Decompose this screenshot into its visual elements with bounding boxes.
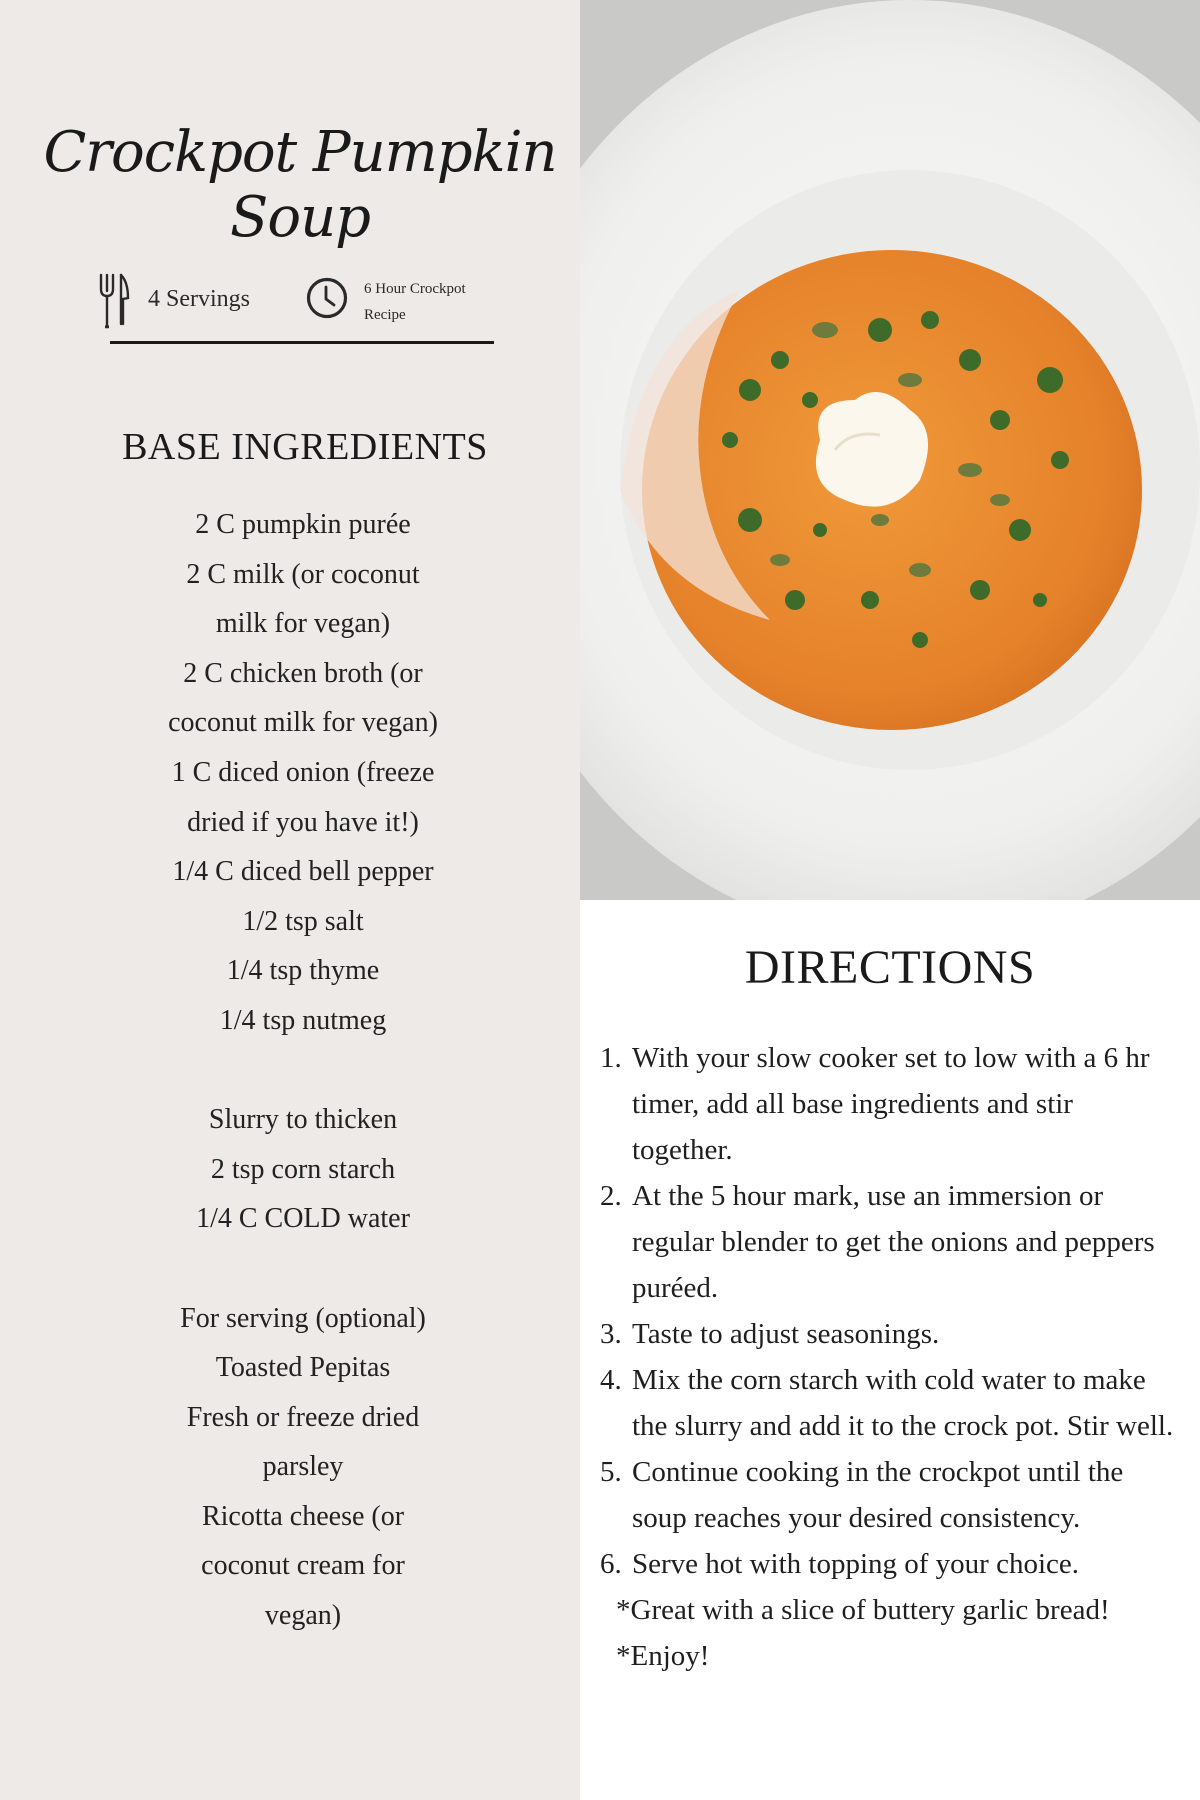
recipe-title: Crockpot Pumpkin Soup	[43, 120, 557, 250]
ingredient-line: For serving (optional)	[180, 1302, 426, 1334]
step-text: Taste to adjust seasonings.	[632, 1318, 940, 1350]
ingredient-line: 1/2 tsp salt	[242, 905, 364, 937]
step-text: Serve hot with topping of your choice.	[632, 1548, 1079, 1580]
directions-list	[600, 1035, 1180, 1679]
step-number: 3.	[600, 1318, 622, 1350]
direction-step	[600, 1035, 1180, 1173]
ingredient-spacer	[120, 1244, 486, 1294]
step-number: 1.	[600, 1042, 622, 1074]
soup-bowl-image	[580, 0, 1200, 900]
ingredient-line: Slurry to thicken	[208, 1104, 398, 1136]
ingredient-line: 2 C chicken broth (or	[183, 657, 423, 689]
ingredient-line: 1 C diced onion (freeze	[171, 756, 435, 788]
ingredient-line: vegan)	[264, 1600, 342, 1632]
ingredient-line: 2 C pumpkin purée	[195, 509, 411, 540]
fork-knife-icon	[98, 272, 130, 330]
recipe-meta	[0, 268, 580, 338]
direction-note: *Great with a slice of buttery garlic bread!	[616, 1594, 1110, 1626]
step-number: 6.	[600, 1548, 622, 1580]
ingredient-line: 2 tsp corn starch	[210, 1153, 396, 1185]
cook-time-label: 6 Hour Crockpot Recipe	[364, 281, 466, 323]
ingredient-line: 1/4 C diced bell pepper	[172, 856, 434, 888]
step-number: 5.	[600, 1456, 622, 1488]
ingredient-line: Toasted Pepitas	[215, 1352, 391, 1384]
ingredient-line: Fresh or freeze dried	[186, 1401, 420, 1433]
ingredients-heading: BASE INGREDIENTS	[122, 426, 488, 468]
ingredient-line: 1/4 C COLD water	[196, 1203, 410, 1235]
direction-step	[600, 1311, 1180, 1357]
ingredient-line: 1/4 tsp thyme	[226, 955, 380, 987]
ingredient-line: parsley	[262, 1451, 344, 1483]
ingredient-line: Ricotta cheese (or	[201, 1500, 405, 1532]
ingredient-line: 1/4 tsp nutmeg	[219, 1004, 387, 1036]
ingredients-panel	[0, 0, 580, 1800]
directions-heading: DIRECTIONS	[744, 941, 1036, 994]
ingredient-spacer	[120, 1046, 486, 1096]
ingredient-line: milk for vegan)	[215, 608, 391, 640]
soup-photo	[580, 0, 1200, 900]
clock-icon	[305, 276, 349, 320]
ingredient-line: dried if you have it!)	[187, 806, 419, 838]
ingredient-line: coconut milk for vegan)	[168, 707, 438, 739]
direction-note: *Enjoy!	[616, 1640, 710, 1672]
direction-step	[600, 1541, 1180, 1587]
step-text: Continue cooking in the crockpot until the soup reaches your desired consistency.	[632, 1456, 1124, 1534]
ingredient-line: coconut cream for	[201, 1550, 405, 1582]
servings-label: 4 Servings	[148, 286, 250, 312]
direction-step	[600, 1357, 1180, 1449]
meta-divider	[110, 341, 494, 344]
direction-step	[600, 1173, 1180, 1311]
step-number: 2.	[600, 1180, 622, 1212]
ingredients-list	[120, 500, 486, 1641]
step-number: 4.	[600, 1364, 622, 1396]
step-text: With your slow cooker set to low with a 6 hr timer, add all base ingredients and stir together.	[632, 1042, 1150, 1166]
direction-step	[600, 1449, 1180, 1541]
step-text: At the 5 hour mark, use an immersion or regular blender to get the onions and peppers puréed.	[632, 1180, 1155, 1304]
ingredient-line: 2 C milk (or coconut	[186, 558, 420, 590]
step-text: Mix the corn starch with cold water to make the slurry and add it to the crock pot. Stir well.	[632, 1364, 1174, 1442]
